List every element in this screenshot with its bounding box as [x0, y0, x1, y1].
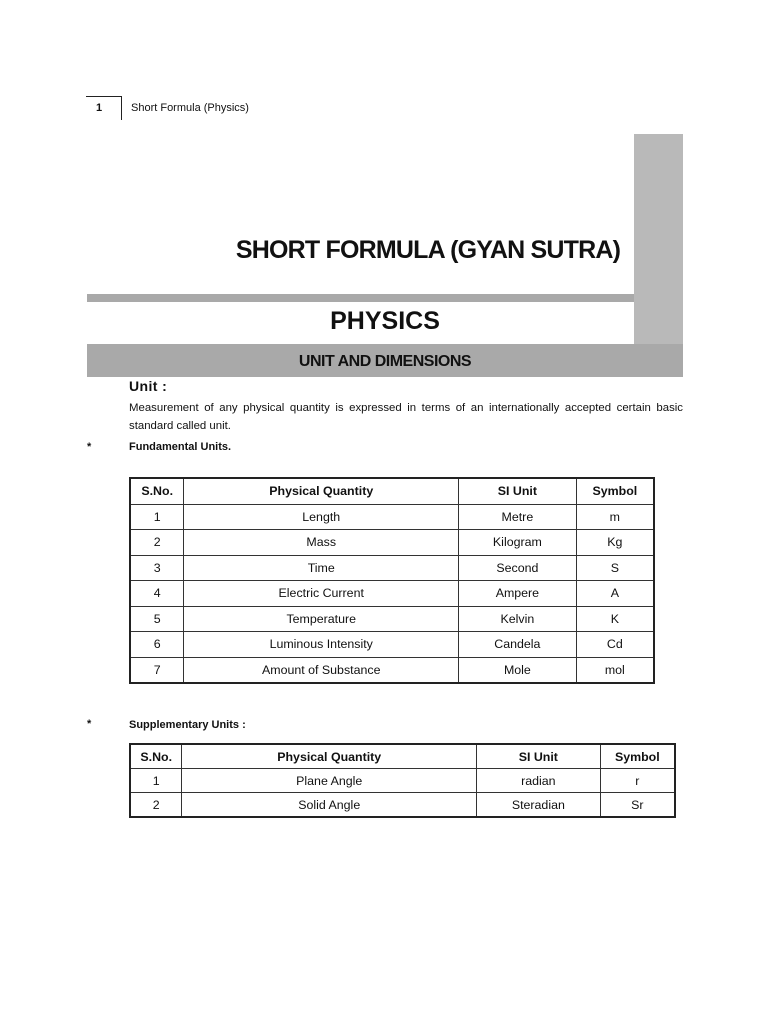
cell-si-unit: Ampere [459, 581, 577, 607]
cell-quantity: Plane Angle [182, 769, 477, 793]
column-header: Physical Quantity [184, 478, 459, 504]
cell-si-unit: Candela [459, 632, 577, 658]
cell-sno: 4 [130, 581, 184, 607]
cell-symbol: Cd [576, 632, 654, 658]
bullet-fundamental: * [87, 441, 92, 453]
cell-sno: 1 [130, 769, 182, 793]
cell-sno: 5 [130, 606, 184, 632]
fundamental-units-label: Fundamental Units. [129, 441, 232, 453]
column-header: SI Unit [459, 478, 577, 504]
table-row [130, 793, 675, 818]
header-rule-top [86, 96, 122, 97]
cell-quantity: Electric Current [184, 581, 459, 607]
table-row [130, 581, 654, 607]
header-rule-vertical [121, 96, 122, 120]
cell-sno: 2 [130, 530, 184, 556]
cell-symbol: r [600, 769, 675, 793]
column-header: Symbol [576, 478, 654, 504]
cell-sno: 7 [130, 657, 184, 683]
column-header: SI Unit [477, 744, 601, 769]
cell-symbol: Sr [600, 793, 675, 818]
bullet-supplementary: * [87, 718, 92, 730]
cell-si-unit: Kelvin [459, 606, 577, 632]
page-number: 1 [96, 102, 103, 114]
cell-symbol: A [576, 581, 654, 607]
subject-heading: PHYSICS [330, 307, 440, 335]
cell-quantity: Time [184, 555, 459, 581]
table-row [130, 657, 654, 683]
title-rule [87, 294, 634, 302]
table-row [130, 769, 675, 793]
running-title: Short Formula (Physics) [131, 102, 249, 114]
cell-symbol: Kg [576, 530, 654, 556]
cell-sno: 1 [130, 504, 184, 530]
unit-heading: Unit : [129, 378, 168, 394]
cell-si-unit: Kilogram [459, 530, 577, 556]
column-header: Physical Quantity [182, 744, 477, 769]
cell-sno: 2 [130, 793, 182, 818]
cell-sno: 6 [130, 632, 184, 658]
table-row [130, 530, 654, 556]
supplementary-units-label: Supplementary Units : [129, 719, 246, 731]
chapter-band: UNIT AND DIMENSIONS [87, 344, 683, 377]
cell-si-unit: Second [459, 555, 577, 581]
cell-symbol: mol [576, 657, 654, 683]
table-row [130, 504, 654, 530]
cell-symbol: S [576, 555, 654, 581]
cell-si-unit: Metre [459, 504, 577, 530]
table-header-row [130, 744, 675, 769]
cell-si-unit: radian [477, 769, 601, 793]
fundamental-units-table [129, 477, 655, 684]
table-header-row [130, 478, 654, 504]
cell-quantity: Amount of Substance [184, 657, 459, 683]
column-header: Symbol [600, 744, 675, 769]
column-header: S.No. [130, 478, 184, 504]
main-title: SHORT FORMULA (GYAN SUTRA) [235, 236, 621, 264]
column-header: S.No. [130, 744, 182, 769]
cell-symbol: m [576, 504, 654, 530]
cell-quantity: Solid Angle [182, 793, 477, 818]
cell-si-unit: Mole [459, 657, 577, 683]
table-row [130, 555, 654, 581]
supplementary-units-table [129, 743, 676, 818]
cell-quantity: Temperature [184, 606, 459, 632]
cell-symbol: K [576, 606, 654, 632]
table-row [130, 632, 654, 658]
cell-quantity: Mass [184, 530, 459, 556]
unit-paragraph: Measurement of any physical quantity is expressed in terms of an internationally accepted certain basic standard called unit. [129, 402, 683, 432]
cell-sno: 3 [130, 555, 184, 581]
cell-quantity: Length [184, 504, 459, 530]
cell-si-unit: Steradian [477, 793, 601, 818]
cell-quantity: Luminous Intensity [184, 632, 459, 658]
table-row [130, 606, 654, 632]
